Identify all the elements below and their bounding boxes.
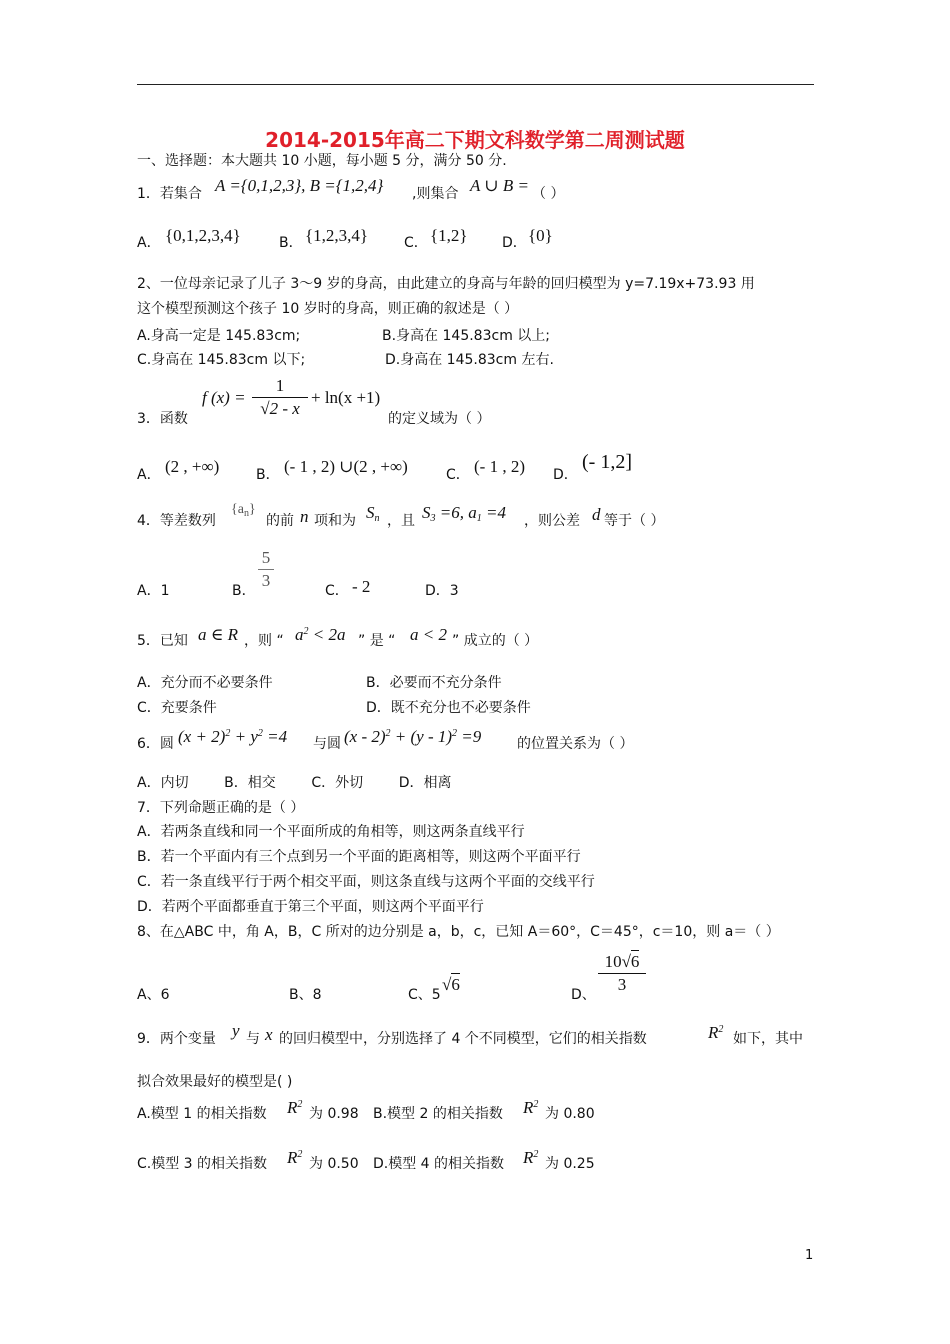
q8-opt-d-fraction: 10√6 3 xyxy=(598,952,646,995)
q9-opt-d-value: 为 0.25 xyxy=(545,1156,595,1172)
header-rule xyxy=(137,84,814,85)
q9-line1-b: 与 xyxy=(246,1031,260,1047)
q4-sequence: $\{a_n\}$ xyxy=(231,502,256,519)
q1-opt-d: {0} xyxy=(528,226,553,245)
q3-denominator: √2 - x xyxy=(260,399,300,418)
q7-opt-b: B．若一个平面内有三个点到另一个平面的距离相等，则这两个平面平行 xyxy=(137,849,581,865)
q1-mid: ,则集合 xyxy=(412,186,459,202)
q4-mid4: ，则公差 xyxy=(524,513,580,529)
q4-opt-b-label: B． xyxy=(232,583,256,599)
q6-mid: 与圆 xyxy=(313,736,341,752)
q4-opt-b-fraction: 5 3 xyxy=(258,548,274,591)
q5-opt-c: C．充要条件 xyxy=(137,700,217,716)
q1-opt-d-label: D． xyxy=(502,235,527,251)
q2-opt-b: B.身高在 145.83cm 以上; xyxy=(382,328,550,344)
q6-circle2: (x - 2)$^2$ + (y - 1)$^2$ =9 xyxy=(344,727,482,746)
q9-opt-c-text: C.模型 3 的相关指数 xyxy=(137,1156,268,1172)
q6-options: A．内切 B．相交 C．外切 D．相离 xyxy=(137,775,452,791)
q3-opt-b-label: B． xyxy=(256,467,280,483)
q9-x: x xyxy=(265,1025,273,1044)
q5-stem: 5．已知 xyxy=(137,633,188,649)
q4-condition: $S_3 =6$, $a_1 =4$ xyxy=(422,503,506,524)
section-heading: 一、选择题：本大题共 10 小题，每小题 5 分，满分 50 分. xyxy=(137,153,507,169)
q1-opt-a: {0,1,2,3,4} xyxy=(165,226,241,245)
q8-opt-c-label: C、5 xyxy=(408,987,441,1003)
q9-opt-b-r2: $R^2$ xyxy=(523,1098,539,1117)
q1-opt-c-label: C． xyxy=(404,235,428,251)
q6-stem: 6．圆 xyxy=(137,736,174,752)
q4-mid1: 的前 xyxy=(266,513,294,529)
q9-opt-a-r2: $R^2$ xyxy=(287,1098,303,1117)
q4-sum: $S_n$ xyxy=(366,503,380,524)
q2-opt-d: D.身高在 145.83cm 左右. xyxy=(385,352,554,368)
q3-opt-c-label: C． xyxy=(446,467,470,483)
q7-opt-c: C．若一条直线平行于两个相交平面，则这条直线与这两个平面的交线平行 xyxy=(137,874,595,890)
q3-fx: f (x) = xyxy=(202,388,246,407)
q1-union: A ∪ B = xyxy=(470,176,529,195)
q9-y: y xyxy=(232,1021,240,1040)
q4-opt-c-label: C． xyxy=(325,583,349,599)
q5-condition: a ∈ R xyxy=(198,625,238,644)
q1-opt-b: {1,2,3,4} xyxy=(305,226,369,245)
q9-opt-a-value: 为 0.98 xyxy=(309,1106,359,1122)
q3-fraction xyxy=(252,376,308,419)
q7-opt-a: A．若两条直线和同一个平面所成的角相等，则这两条直线平行 xyxy=(137,824,525,840)
q9-line2: 拟合效果最好的模型是( ) xyxy=(137,1074,293,1090)
q5-opt-d: D．既不充分也不必要条件 xyxy=(366,700,531,716)
q4-opt-c: - 2 xyxy=(352,577,371,596)
q8-stem: 8、在△ABC 中，角 A，B，C 所对的边分别是 a，b，c，已知 A＝60°，C＝45°，c＝10，则 a＝（ ） xyxy=(137,924,780,940)
q1-sets: A ={0,1,2,3}, B ={1,2,4} xyxy=(215,176,384,195)
q3-opt-d-label: D． xyxy=(553,467,578,483)
q1-opt-a-label: A． xyxy=(137,235,161,251)
q6-tail: 的位置关系为（ ） xyxy=(517,736,634,752)
q9-line1-d: 如下，其中 xyxy=(733,1031,803,1047)
q1-blank: （ ） xyxy=(532,186,565,202)
q8-opt-d-label: D、 xyxy=(571,987,596,1003)
q9-r2: $R^2$ xyxy=(708,1023,724,1042)
q5-opt-b: B．必要而不充分条件 xyxy=(366,675,502,691)
q1-opt-b-label: B． xyxy=(279,235,303,251)
q3-log-term: + ln(x +1) xyxy=(311,388,381,407)
q9-opt-c-r2: $R^2$ xyxy=(287,1148,303,1167)
q8-opt-a: A、6 xyxy=(137,987,170,1003)
q9-opt-c-value: 为 0.50 xyxy=(309,1156,359,1172)
q3-stem: 3．函数 xyxy=(137,411,188,427)
q5-opt-a: A．充分而不必要条件 xyxy=(137,675,273,691)
q9-opt-d-text: D.模型 4 的相关指数 xyxy=(373,1156,505,1172)
q2-opt-c: C.身高在 145.83cm 以下; xyxy=(137,352,306,368)
q3-tail: 的定义域为（ ） xyxy=(388,411,491,427)
q2-line2: 这个模型预测这个孩子 10 岁时的身高，则正确的叙述是（ ） xyxy=(137,301,519,317)
q4-opt-d: D．3 xyxy=(425,583,459,599)
page-title: 2014-2015年高二下期文科数学第二周测试题 xyxy=(265,128,685,152)
q6-circle1: $(x + 2)^2 + y^2 =4$ xyxy=(178,727,288,746)
q9-opt-a-text: A.模型 1 的相关指数 xyxy=(137,1106,267,1122)
q2-line1: 2、一位母亲记录了儿子 3～9 岁的身高，由此建立的身高与年龄的回归模型为 y=7.19x+73.93 用 xyxy=(137,276,755,292)
q4-n: n xyxy=(300,507,309,526)
q9-opt-b-text: B.模型 2 的相关指数 xyxy=(373,1106,503,1122)
q3-opt-d: (- 1,2] xyxy=(582,451,632,473)
q3-opt-b: (- 1 , 2) ∪(2 , +∞) xyxy=(284,457,408,476)
q4-mid3: ，且 xyxy=(387,513,415,529)
q5-expr2: a < 2 xyxy=(410,625,447,644)
q4-d: d xyxy=(592,505,601,524)
q4-opt-a: A．1 xyxy=(137,583,170,599)
q5-mid1: ，则 “ xyxy=(244,633,284,649)
q7-opt-d: D．若两个平面都垂直于第三个平面，则这两个平面平行 xyxy=(137,899,484,915)
q4-tail: 等于（ ） xyxy=(604,513,665,529)
q3-numerator: 1 xyxy=(275,376,285,395)
q7-stem: 7．下列命题正确的是（ ） xyxy=(137,800,305,816)
q8-opt-b: B、8 xyxy=(289,987,322,1003)
q3-opt-a-label: A． xyxy=(137,467,161,483)
q5-expr1: $a^2 < 2a$ xyxy=(295,625,346,644)
q9-line1-c: 的回归模型中，分别选择了 4 个不同模型，它们的相关指数 xyxy=(279,1031,647,1047)
q5-tail: ” 成立的（ ） xyxy=(452,633,539,649)
q1-opt-c: {1,2} xyxy=(430,226,468,245)
q4-mid2: 项和为 xyxy=(314,513,356,529)
q8-opt-c-radical: √6 xyxy=(442,975,460,994)
page-number: 1 xyxy=(805,1248,814,1263)
q3-opt-c: (- 1 , 2) xyxy=(474,457,525,476)
q5-mid2: ” 是 “ xyxy=(358,633,396,649)
q2-opt-a: A.身高一定是 145.83cm; xyxy=(137,328,301,344)
q9-opt-b-value: 为 0.80 xyxy=(545,1106,595,1122)
q3-opt-a: (2 , +∞) xyxy=(165,457,220,476)
q9-line1-a: 9．两个变量 xyxy=(137,1031,216,1047)
q9-opt-d-r2: $R^2$ xyxy=(523,1148,539,1167)
q1-stem: 1．若集合 xyxy=(137,186,202,202)
q4-stem: 4．等差数列 xyxy=(137,513,216,529)
